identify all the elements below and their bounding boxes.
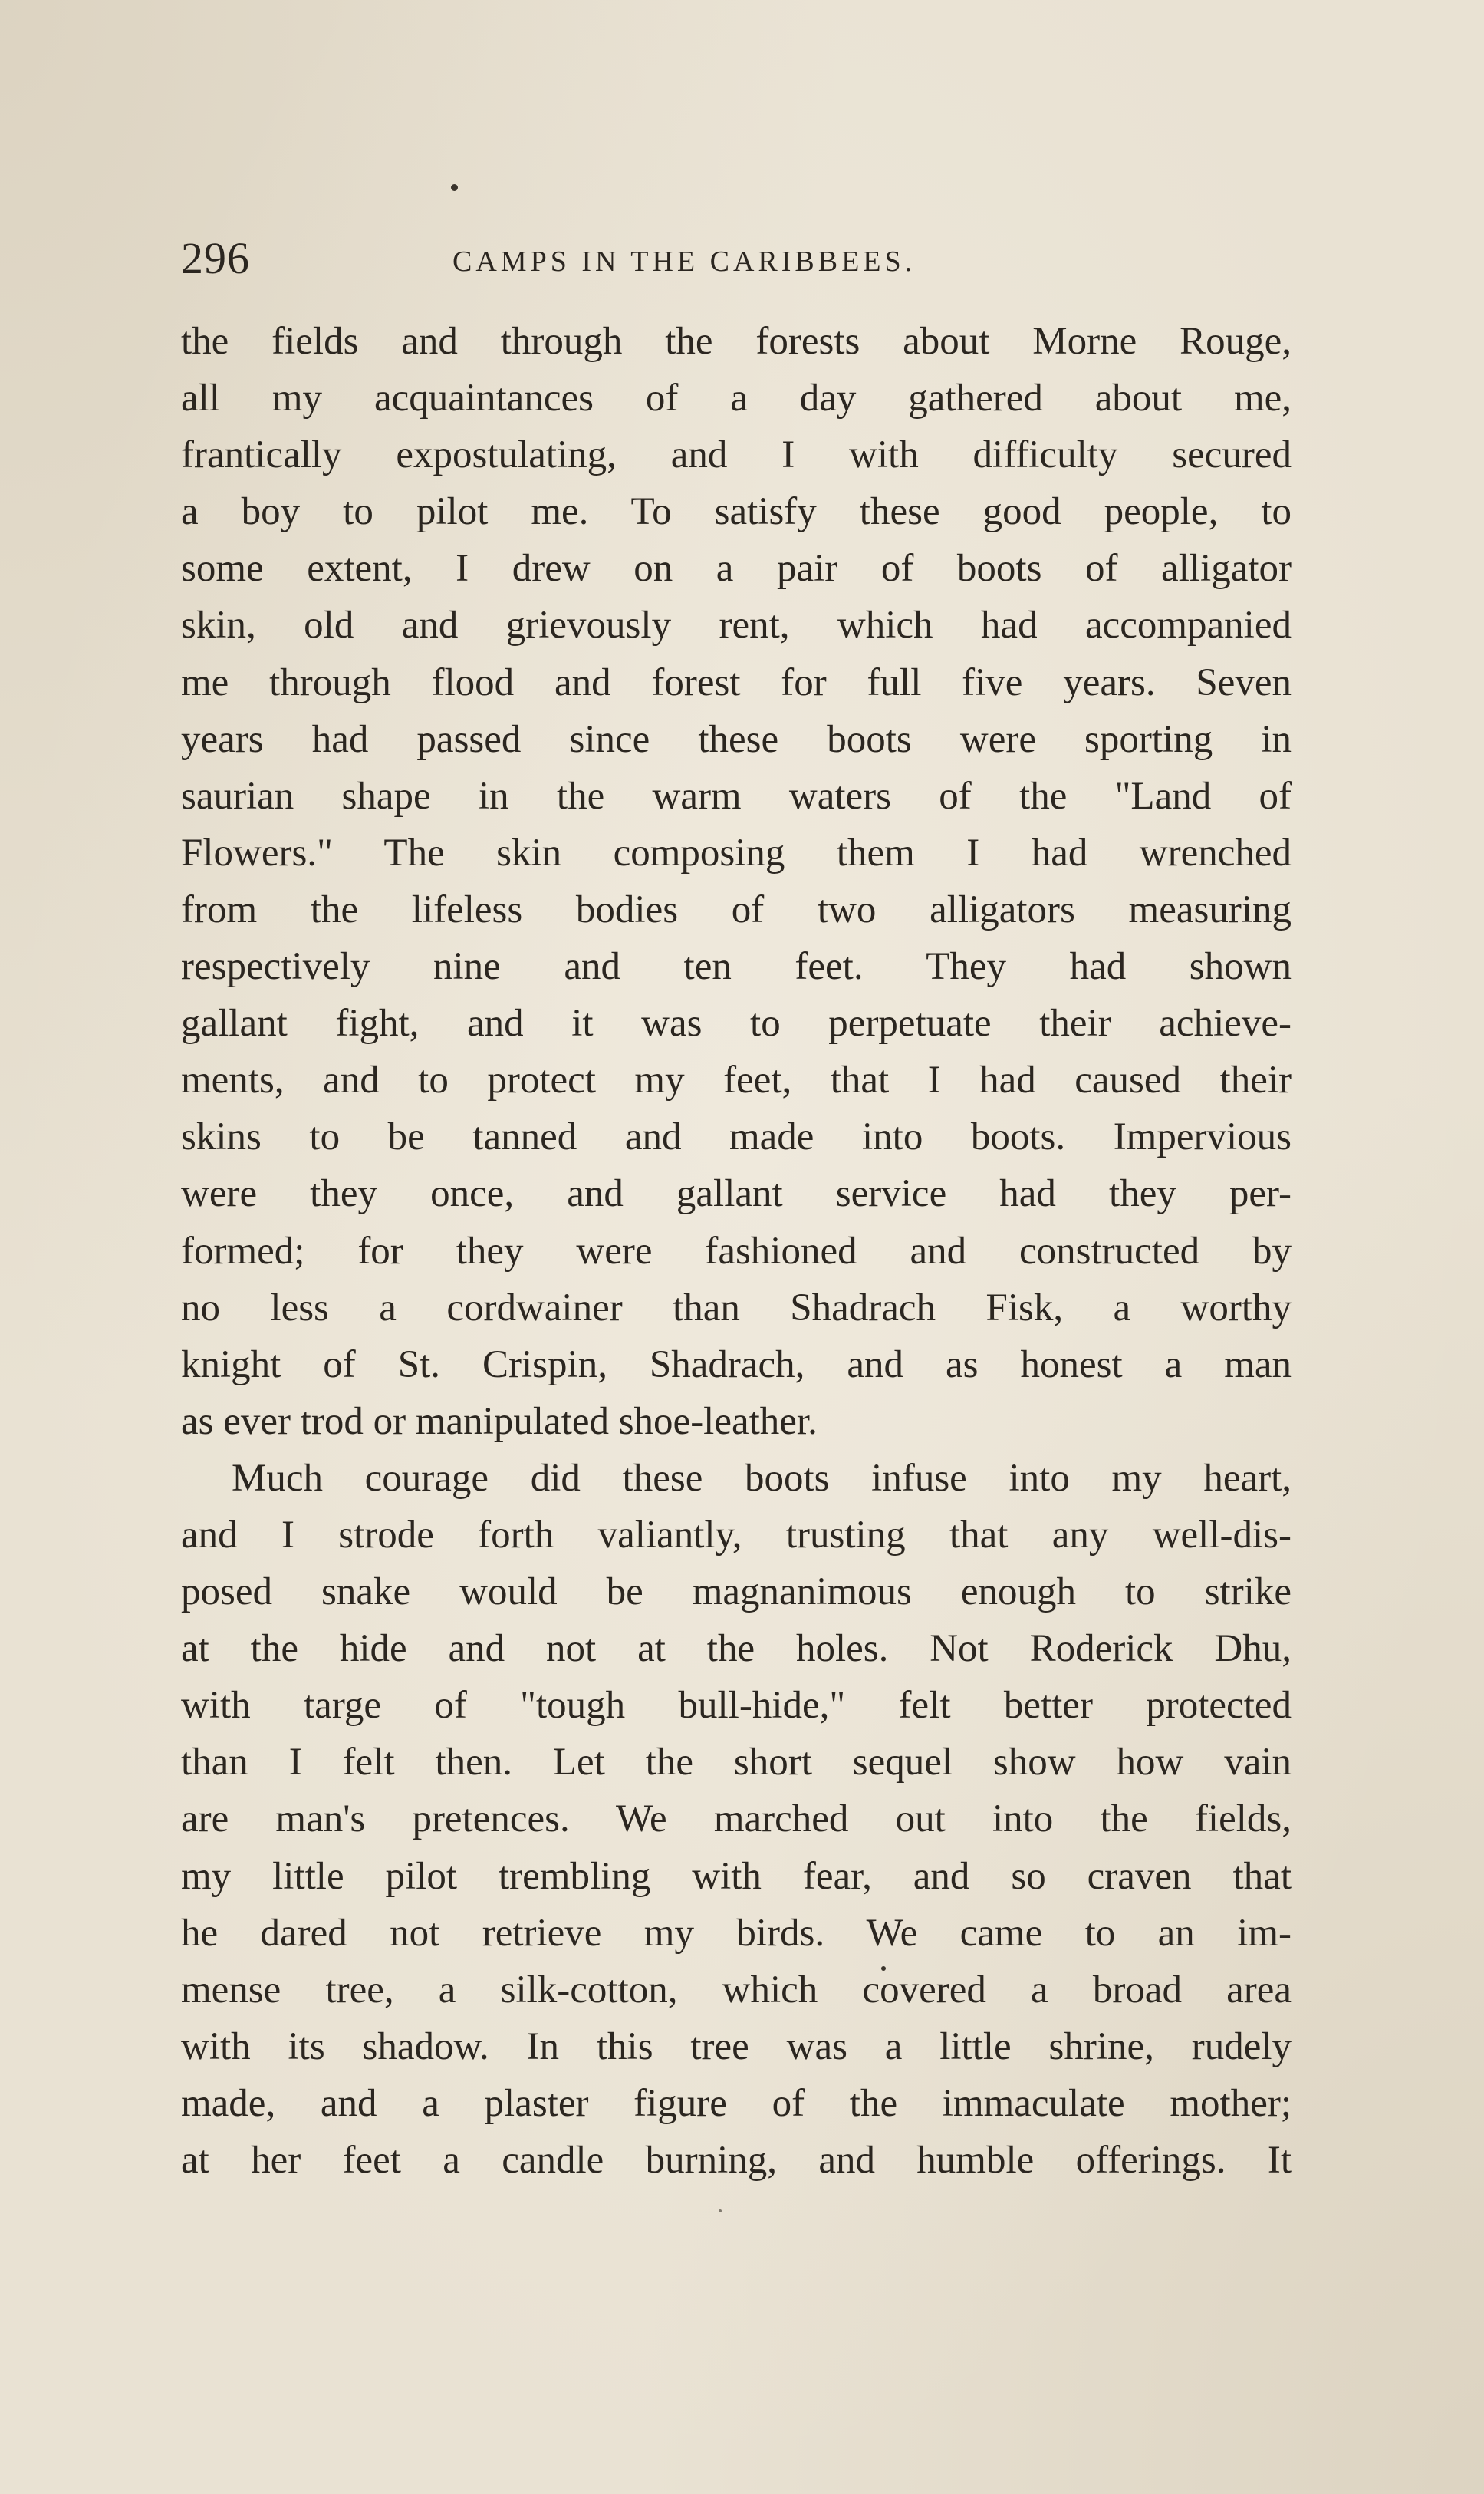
running-title: CAMPS IN THE CARIBBEES.	[452, 245, 916, 278]
ink-speck	[451, 184, 458, 191]
text-line: no less a cordwainer than Shadrach Fisk, a worthy	[181, 1286, 1292, 1329]
text-line: as ever trod or manipulated shoe-leather.	[181, 1399, 818, 1443]
text-line: he dared not retrieve my birds. We came to an im-	[181, 1911, 1292, 1955]
text-line: at the hide and not at the holes. Not Roderick Dhu,	[181, 1627, 1292, 1671]
text-line: skin, old and grievously rent, which had accompanied	[181, 604, 1292, 647]
text-line: a boy to pilot me. To satisfy these good people, to	[181, 490, 1292, 534]
text-line: some extent, I drew on a pair of boots of alligator	[181, 547, 1292, 591]
text-line: skins to be tanned and made into boots. Impervious	[181, 1115, 1292, 1159]
text-line: saurian shape in the warm waters of the "Land of	[181, 774, 1292, 818]
ink-speck	[719, 2209, 722, 2212]
text-line: than I felt then. Let the short sequel show how vain	[181, 1741, 1292, 1784]
text-line: me through flood and forest for full five years. Seven	[181, 661, 1292, 704]
page-number: 296	[181, 233, 250, 283]
text-line: all my acquaintances of a day gathered about me,	[181, 377, 1292, 420]
text-line: at her feet a candle burning, and humble offerings. It	[181, 2139, 1292, 2182]
text-line: frantically expostulating, and I with difficulty secured	[181, 433, 1292, 477]
text-line: gallant fight, and it was to perpetuate their achieve-	[181, 1002, 1292, 1046]
text-line: knight of St. Crispin, Shadrach, and as honest a man	[181, 1343, 1292, 1386]
text-line: years had passed since these boots were sporting in	[181, 717, 1292, 761]
text-line: ments, and to protect my feet, that I had caused their	[181, 1059, 1292, 1102]
text-line: made, and a plaster figure of the immaculate mother;	[181, 2081, 1292, 2125]
text-line: posed snake would be magnanimous enough to strike	[181, 1570, 1292, 1614]
paragraph	[181, 313, 1292, 1450]
paragraph	[181, 1450, 1292, 2189]
text-line: and I strode forth valiantly, trusting that any well-dis-	[181, 1513, 1292, 1557]
running-head	[181, 224, 1292, 293]
body-text	[181, 313, 1292, 2189]
text-line: were they once, and gallant service had they per-	[181, 1172, 1292, 1216]
text-line: are man's pretences. We marched out into the fields,	[181, 1797, 1292, 1841]
text-line: my little pilot trembling with fear, and so craven that	[181, 1854, 1292, 1898]
text-line: with targe of "tough bull-hide," felt better protected	[181, 1684, 1292, 1728]
text-line: Much courage did these boots infuse into my heart,	[232, 1456, 1292, 1500]
text-line: Flowers." The skin composing them I had wrenched	[181, 831, 1292, 875]
text-line: the fields and through the forests about Morne Rouge,	[181, 320, 1292, 363]
text-line: respectively nine and ten feet. They had shown	[181, 945, 1292, 989]
text-line: mense tree, a silk-cotton, which covered a broad area	[181, 1968, 1292, 2011]
text-line: from the lifeless bodies of two alligators measuring	[181, 888, 1292, 931]
text-line: with its shadow. In this tree was a little shrine, rudely	[181, 2025, 1292, 2068]
text-line: formed; for they were fashioned and constructed by	[181, 1229, 1292, 1273]
